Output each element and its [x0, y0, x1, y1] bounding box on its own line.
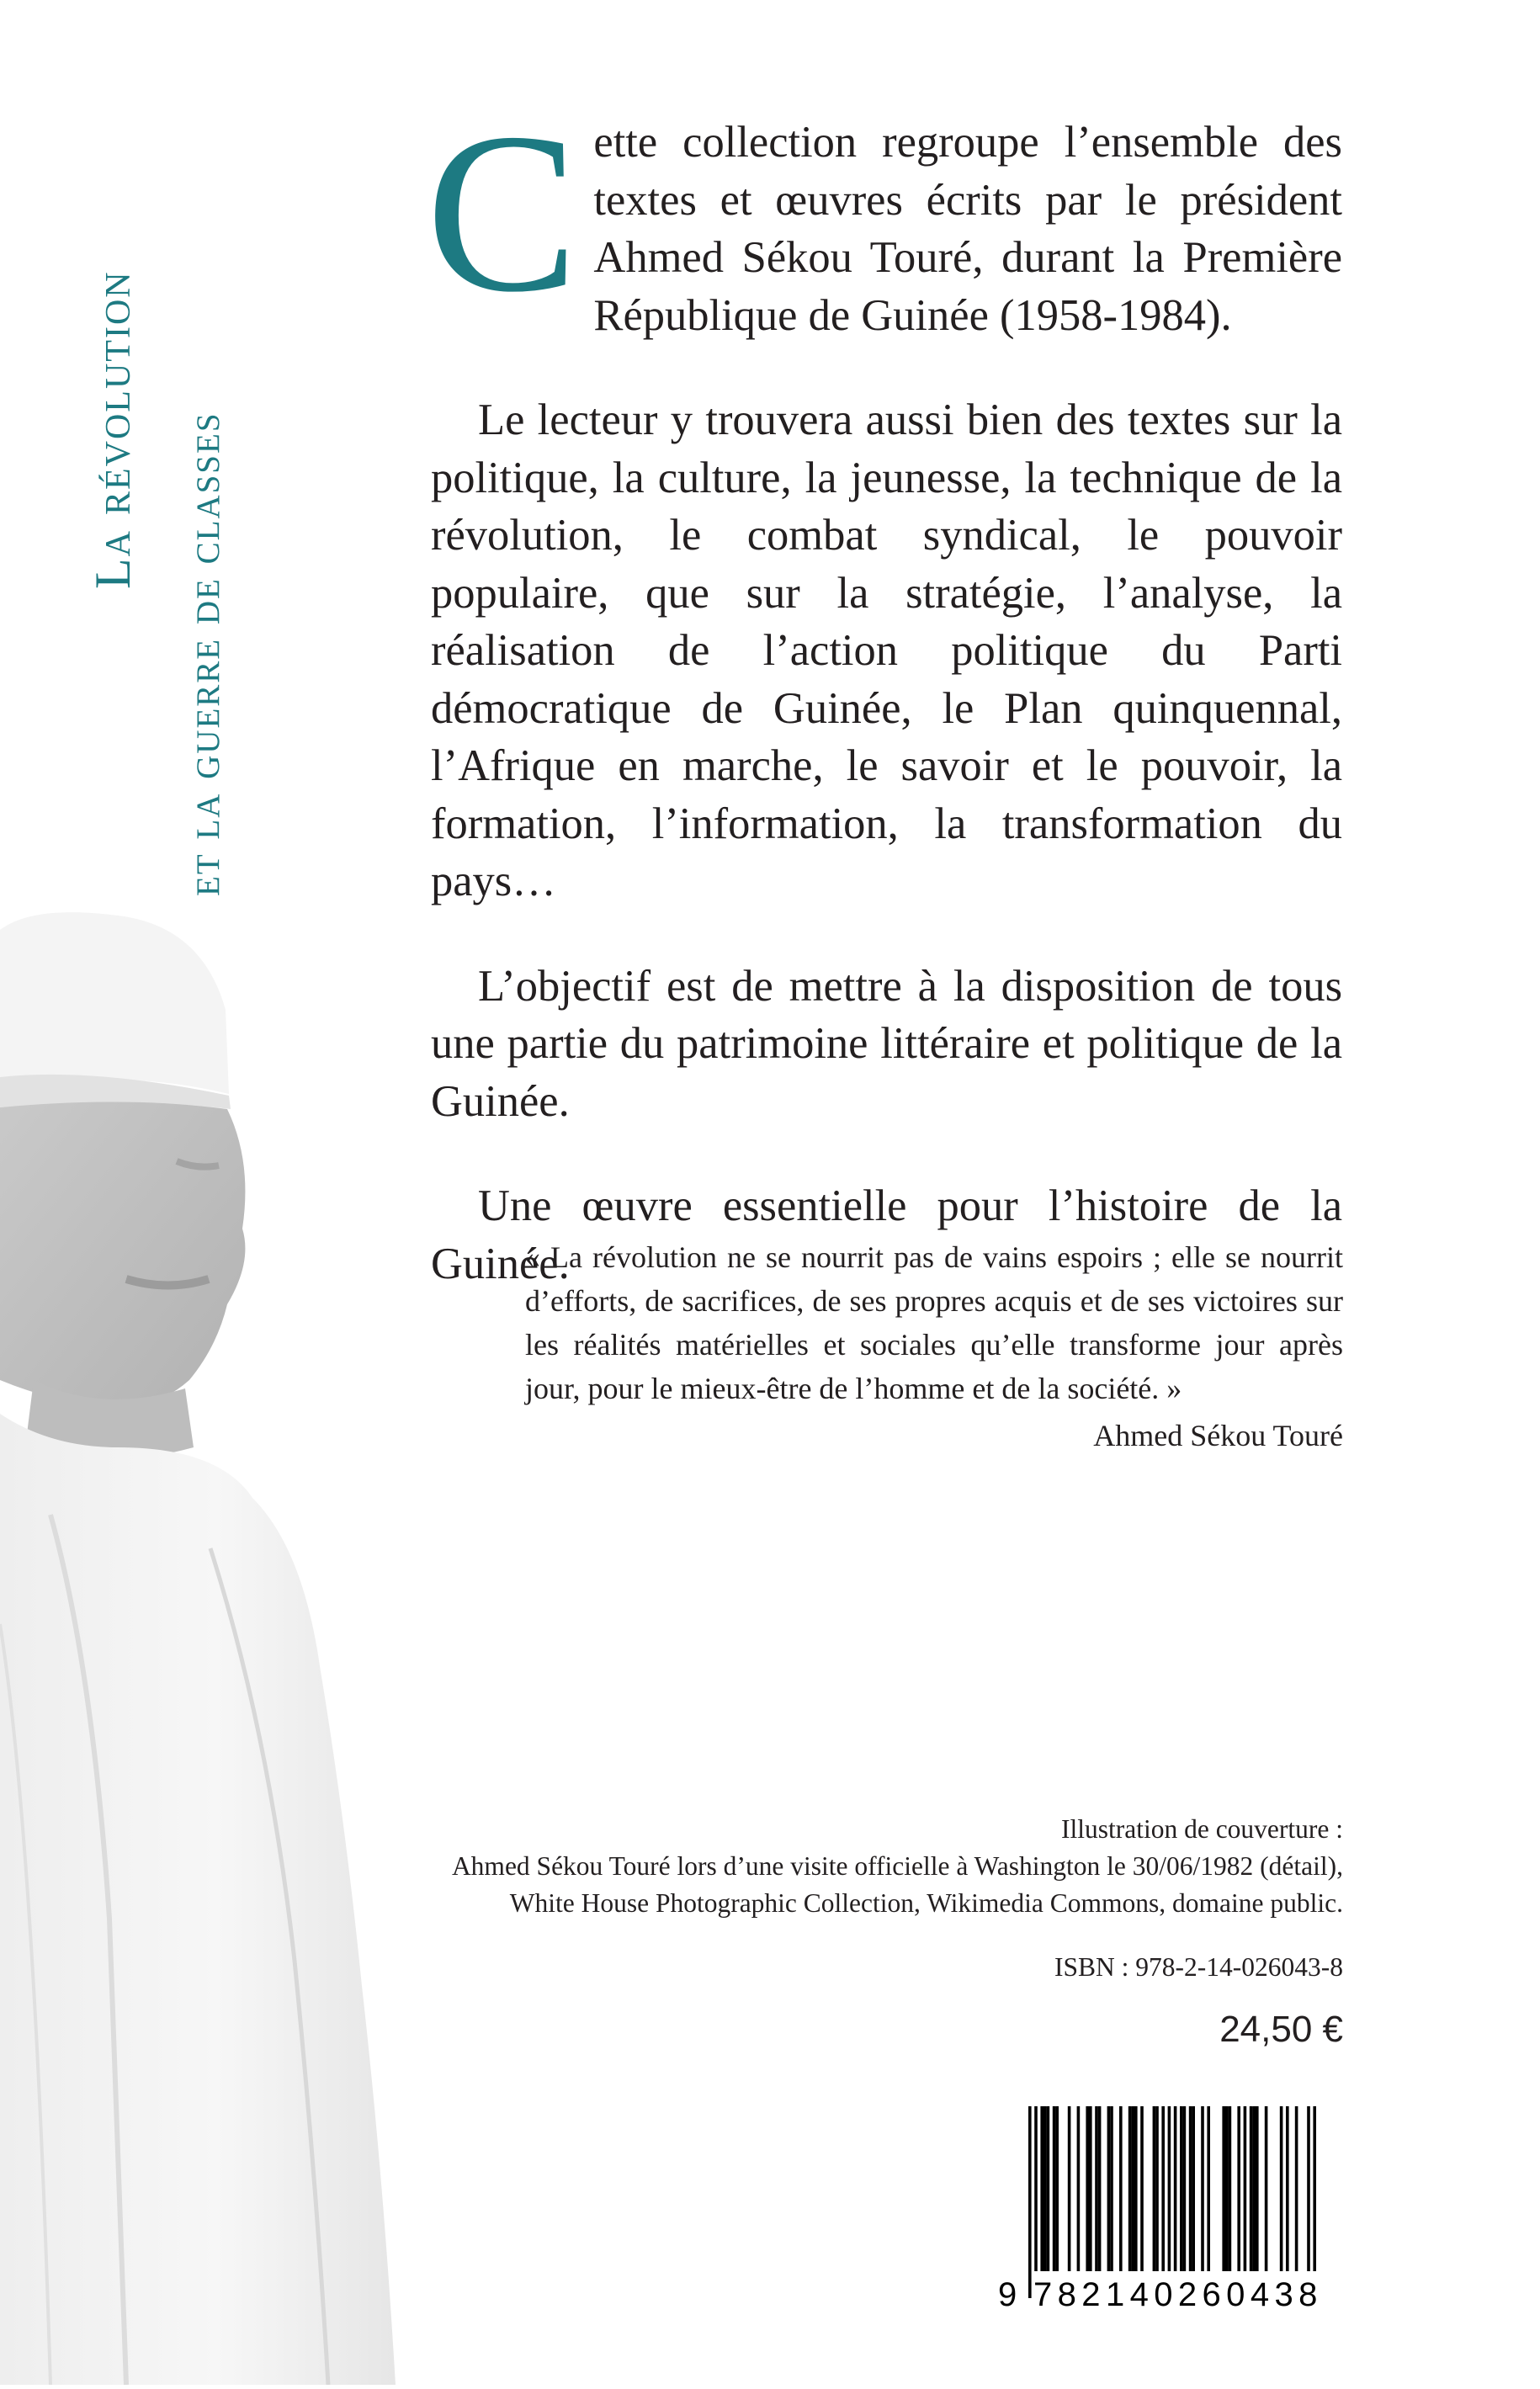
barcode-bar	[1107, 2106, 1111, 2271]
drop-cap: C	[426, 86, 579, 339]
barcode-bar	[1256, 2106, 1259, 2271]
blurb-paragraph-1-text: ette collection regroupe l’ensemble des textes et œuvres écrits par le président Ahmed Sékou Touré, durant la Première République de Guinée (1958-1984).	[593, 118, 1342, 340]
barcode-bar	[1134, 2106, 1138, 2271]
barcode-bar	[1174, 2106, 1177, 2298]
side-title-line-2: et la guerre de classes	[178, 411, 229, 896]
barcode-bar	[1089, 2106, 1092, 2271]
barcode-bar	[1077, 2106, 1081, 2271]
barcode	[998, 2106, 1343, 2318]
barcode-bar	[1252, 2106, 1256, 2271]
barcode-bar	[1250, 2106, 1253, 2271]
barcode-bar	[1183, 2106, 1187, 2271]
back-cover-blurb	[426, 86, 1342, 1340]
barcode-bar	[1119, 2106, 1123, 2271]
barcode-bar	[1028, 2106, 1032, 2298]
barcode-bar	[1313, 2106, 1316, 2298]
side-title	[84, 0, 244, 909]
cover-portrait-image	[0, 909, 396, 2385]
barcode-bar	[1192, 2106, 1195, 2271]
barcode-bar	[1047, 2106, 1050, 2271]
barcode-bar	[1265, 2106, 1268, 2271]
credits-line-2: Ahmed Sékou Touré lors d’une visite officielle à Washington le 30/06/1982 (détail),	[451, 1851, 1343, 1881]
barcode-bar	[1040, 2106, 1043, 2271]
barcode-bar	[1161, 2106, 1165, 2271]
quote-author: Ahmed Sékou Touré	[1093, 1419, 1343, 1452]
barcode-bar	[1055, 2106, 1059, 2271]
barcode-bars	[998, 2106, 1343, 2298]
barcode-bar	[1110, 2106, 1113, 2271]
barcode-bar	[1153, 2106, 1156, 2271]
barcode-bar	[1201, 2106, 1204, 2271]
barcode-bar	[1280, 2106, 1283, 2271]
barcode-number: 782140260438	[1032, 2271, 1325, 2318]
credits-line-3: White House Photographic Collection, Wikimedia Commons, domaine public.	[509, 1888, 1343, 1918]
barcode-bar	[1229, 2106, 1232, 2271]
barcode-bar	[1068, 2106, 1071, 2271]
blurb-paragraph-4: Une œuvre essentielle pour l’histoire de la Guinée.	[431, 1181, 1342, 1288]
barcode-bar	[1207, 2106, 1210, 2271]
barcode-bar	[1295, 2106, 1298, 2271]
quote-text: « La révolution ne se nourrit pas de vains espoirs ; elle se nourrit d’efforts, de sacrifices, de ses propres acquis et de ses victoires sur les réalités matérielles et sociales qu’elle transforme jour après jour, pour le mieux-être de l’homme et de la société. »	[525, 1240, 1343, 1405]
barcode-bar	[1095, 2106, 1098, 2271]
credits-line-1: Illustration de couverture :	[1060, 1814, 1343, 1844]
barcode-bar	[1225, 2106, 1229, 2271]
barcode-bar	[1286, 2106, 1289, 2271]
barcode-lead-digit: 9	[998, 2276, 1022, 2313]
blurb-paragraph-3: L’objectif est de mettre à la disposition de tous une partie du patrimoine littéraire et politique de la Guinée.	[431, 961, 1342, 1126]
blurb-paragraph-1	[426, 86, 1342, 344]
blurb-paragraph-2: Le lecteur y trouvera aussi bien des textes sur la politique, la culture, la jeunesse, la technique de la révolution, le combat syndical, le pouvoir populaire, que sur la stratégie, l’analyse, la réalisation de l’action politique du Parti démocratique de Guinée, le Plan quinquennal, l’Afrique en marche, le savoir et le pouvoir, la formation, l’information, la transformation du pays…	[431, 396, 1342, 905]
barcode-bar	[1131, 2106, 1134, 2271]
barcode-bar	[1237, 2106, 1240, 2271]
barcode-bar	[1034, 2106, 1038, 2298]
barcode-bar	[1307, 2106, 1310, 2298]
barcode-bar	[1168, 2106, 1171, 2298]
barcode-bar	[1098, 2106, 1102, 2271]
isbn-number: ISBN : 978-2-14-026043-8	[1054, 1952, 1343, 1982]
barcode-bar	[1189, 2106, 1192, 2271]
price-label: 24,50 €	[1219, 2009, 1343, 2050]
illustration-credits	[333, 1811, 1343, 1922]
barcode-bar	[1128, 2106, 1132, 2271]
barcode-digits	[998, 2271, 1343, 2318]
barcode-bar	[1053, 2106, 1056, 2271]
barcode-bar	[1180, 2106, 1183, 2271]
barcode-bar	[1140, 2106, 1144, 2271]
barcode-bar	[1244, 2106, 1247, 2271]
quote-block	[525, 1235, 1343, 1457]
barcode-bar	[1043, 2106, 1047, 2271]
barcode-bar	[1155, 2106, 1159, 2271]
barcode-bar	[1222, 2106, 1225, 2271]
side-title-line-1: La révolution	[85, 270, 141, 589]
barcode-bar	[1086, 2106, 1089, 2271]
